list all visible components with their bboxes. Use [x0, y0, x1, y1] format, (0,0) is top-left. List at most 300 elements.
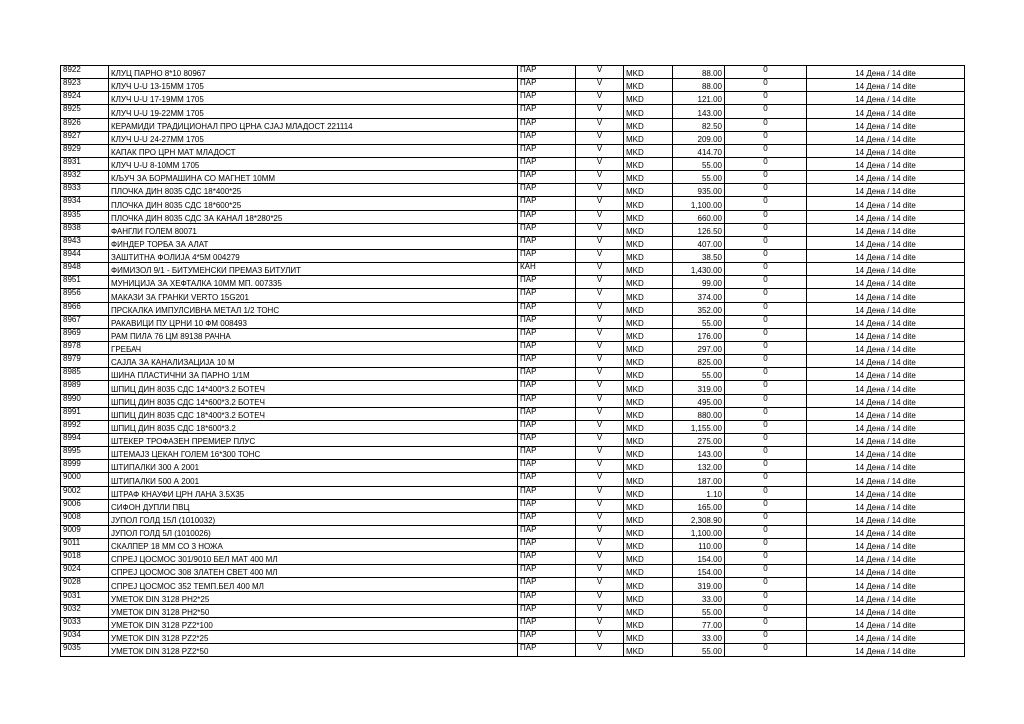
quantity-cell: 0 [725, 565, 807, 578]
currency-cell: MKD [624, 368, 673, 381]
unit-price-cell: 880.00 [673, 407, 725, 420]
quantity-cell: 0 [725, 236, 807, 249]
unit-of-measure-cell: ПАР [518, 341, 576, 354]
payment-term-cell: 14 Дена / 14 dite [807, 355, 965, 368]
item-name-cell: ПРСКАЛКА ИМПУЛСИВНА МЕТАЛ 1/2 ТОНС [109, 302, 518, 315]
unit-price-cell: 407.00 [673, 236, 725, 249]
item-code-cell: 9033 [61, 617, 109, 630]
unit-price-cell: 33.00 [673, 591, 725, 604]
item-code-cell: 9024 [61, 565, 109, 578]
quantity-cell: 0 [725, 512, 807, 525]
currency-cell: MKD [624, 157, 673, 170]
payment-term-cell: 14 Дена / 14 dite [807, 302, 965, 315]
payment-term-cell: 14 Дена / 14 dite [807, 197, 965, 210]
unit-of-measure-cell: ПАР [518, 236, 576, 249]
quantity-cell: 0 [725, 197, 807, 210]
currency-cell: MKD [624, 92, 673, 105]
unit-price-cell: 319.00 [673, 381, 725, 394]
item-code-cell: 8994 [61, 433, 109, 446]
currency-cell: MKD [624, 66, 673, 79]
currency-cell: MKD [624, 644, 673, 657]
currency-cell: MKD [624, 565, 673, 578]
currency-cell: MKD [624, 144, 673, 157]
vat-mark-cell: V [576, 407, 624, 420]
item-code-cell: 9034 [61, 631, 109, 644]
unit-of-measure-cell: ПАР [518, 447, 576, 460]
currency-cell: MKD [624, 197, 673, 210]
vat-mark-cell: V [576, 92, 624, 105]
item-name-cell: ШПИЦ ДИН 8035 СДС 14*600*3.2 БОТЕЧ [109, 394, 518, 407]
payment-term-cell: 14 Дена / 14 dite [807, 249, 965, 262]
payment-term-cell: 14 Дена / 14 dite [807, 157, 965, 170]
currency-cell: MKD [624, 617, 673, 630]
unit-of-measure-cell: ПАР [518, 328, 576, 341]
item-code-cell: 8966 [61, 302, 109, 315]
unit-price-cell: 55.00 [673, 604, 725, 617]
quantity-cell: 0 [725, 552, 807, 565]
payment-term-cell: 14 Дена / 14 dite [807, 539, 965, 552]
item-code-cell: 8989 [61, 381, 109, 394]
table-row [61, 355, 965, 368]
unit-price-cell: 209.00 [673, 131, 725, 144]
item-code-cell: 8931 [61, 157, 109, 170]
quantity-cell: 0 [725, 184, 807, 197]
item-name-cell: УМЕТОК DIN 3128 PZ2*100 [109, 617, 518, 630]
table-row [61, 223, 965, 236]
currency-cell: MKD [624, 171, 673, 184]
currency-cell: MKD [624, 328, 673, 341]
vat-mark-cell: V [576, 184, 624, 197]
currency-cell: MKD [624, 539, 673, 552]
item-code-cell: 8925 [61, 105, 109, 118]
item-name-cell: ЈУПОЛ ГОЛД 15Л (1010032) [109, 512, 518, 525]
item-code-cell: 8922 [61, 66, 109, 79]
table-row [61, 460, 965, 473]
item-name-cell: МАКАЗИ ЗА ГРАНКИ VERTO 15G201 [109, 289, 518, 302]
payment-term-cell: 14 Дена / 14 dite [807, 276, 965, 289]
currency-cell: MKD [624, 236, 673, 249]
currency-cell: MKD [624, 499, 673, 512]
quantity-cell: 0 [725, 368, 807, 381]
unit-of-measure-cell: ПАР [518, 92, 576, 105]
unit-price-cell: 495.00 [673, 394, 725, 407]
unit-price-cell: 88.00 [673, 79, 725, 92]
quantity-cell: 0 [725, 473, 807, 486]
unit-of-measure-cell: ПАР [518, 565, 576, 578]
quantity-cell: 0 [725, 525, 807, 538]
currency-cell: MKD [624, 276, 673, 289]
quantity-cell: 0 [725, 289, 807, 302]
item-code-cell: 8967 [61, 315, 109, 328]
quantity-cell: 0 [725, 315, 807, 328]
quantity-cell: 0 [725, 171, 807, 184]
quantity-cell: 0 [725, 617, 807, 630]
unit-of-measure-cell: ПАР [518, 486, 576, 499]
item-code-cell: 8943 [61, 236, 109, 249]
vat-mark-cell: V [576, 591, 624, 604]
item-name-cell: РАМ ПИЛА 76 ЦМ 89138 РАЧНА [109, 328, 518, 341]
quantity-cell: 0 [725, 105, 807, 118]
unit-of-measure-cell: ПАР [518, 420, 576, 433]
table-row [61, 184, 965, 197]
item-code-cell: 8924 [61, 92, 109, 105]
unit-price-cell: 660.00 [673, 210, 725, 223]
unit-of-measure-cell: КАН [518, 263, 576, 276]
quantity-cell: 0 [725, 131, 807, 144]
vat-mark-cell: V [576, 249, 624, 262]
item-name-cell: ШТЕМАЈЗ ЦЕКАН ГОЛЕМ 16*300 ТОНС [109, 447, 518, 460]
item-name-cell: ЗАШТИТНА ФОЛИЈА 4*5М 004279 [109, 249, 518, 262]
payment-term-cell: 14 Дена / 14 dite [807, 447, 965, 460]
unit-price-cell: 143.00 [673, 447, 725, 460]
table-row [61, 302, 965, 315]
table-row [61, 92, 965, 105]
payment-term-cell: 14 Дена / 14 dite [807, 341, 965, 354]
vat-mark-cell: V [576, 578, 624, 591]
item-name-cell: СПРЕЈ ЦОСМОС 352 ТЕМП.БЕЛ 400 МЛ [109, 578, 518, 591]
item-name-cell: ФИНДЕР ТОРБА ЗА АЛАТ [109, 236, 518, 249]
vat-mark-cell: V [576, 644, 624, 657]
table-row [61, 433, 965, 446]
table-row [61, 131, 965, 144]
unit-of-measure-cell: ПАР [518, 302, 576, 315]
vat-mark-cell: V [576, 131, 624, 144]
quantity-cell: 0 [725, 460, 807, 473]
item-name-cell: ШПИЦ ДИН 8035 СДС 14*400*3.2 БОТЕЧ [109, 381, 518, 394]
table-row [61, 66, 965, 79]
payment-term-cell: 14 Дена / 14 dite [807, 512, 965, 525]
unit-of-measure-cell: ПАР [518, 617, 576, 630]
payment-term-cell: 14 Дена / 14 dite [807, 66, 965, 79]
payment-term-cell: 14 Дена / 14 dite [807, 460, 965, 473]
table-row [61, 447, 965, 460]
payment-term-cell: 14 Дена / 14 dite [807, 407, 965, 420]
item-code-cell: 8933 [61, 184, 109, 197]
vat-mark-cell: V [576, 289, 624, 302]
currency-cell: MKD [624, 381, 673, 394]
unit-price-cell: 77.00 [673, 617, 725, 630]
item-code-cell: 8956 [61, 289, 109, 302]
unit-of-measure-cell: ПАР [518, 171, 576, 184]
item-code-cell: 9028 [61, 578, 109, 591]
currency-cell: MKD [624, 486, 673, 499]
payment-term-cell: 14 Дена / 14 dite [807, 644, 965, 657]
item-code-cell: 9031 [61, 591, 109, 604]
vat-mark-cell: V [576, 118, 624, 131]
unit-of-measure-cell: ПАР [518, 512, 576, 525]
payment-term-cell: 14 Дена / 14 dite [807, 604, 965, 617]
unit-price-cell: 275.00 [673, 433, 725, 446]
payment-term-cell: 14 Дена / 14 dite [807, 552, 965, 565]
quantity-cell: 0 [725, 66, 807, 79]
item-code-cell: 8951 [61, 276, 109, 289]
unit-price-cell: 1,100.00 [673, 197, 725, 210]
unit-price-cell: 55.00 [673, 315, 725, 328]
quantity-cell: 0 [725, 407, 807, 420]
item-name-cell: ШТРАФ КНАУФИ ЦРН ЛАНА 3.5Х35 [109, 486, 518, 499]
unit-price-cell: 1,155.00 [673, 420, 725, 433]
payment-term-cell: 14 Дена / 14 dite [807, 144, 965, 157]
table-row [61, 210, 965, 223]
currency-cell: MKD [624, 433, 673, 446]
item-name-cell: КЕРАМИДИ ТРАДИЦИОНАЛ ПРО ЦРНА СЈАЈ МЛАДОСТ 221114 [109, 118, 518, 131]
vat-mark-cell: V [576, 604, 624, 617]
quantity-cell: 0 [725, 447, 807, 460]
unit-price-cell: 55.00 [673, 644, 725, 657]
item-name-cell: УМЕТОК DIN 3128 PZ2*50 [109, 644, 518, 657]
unit-price-cell: 414.70 [673, 144, 725, 157]
vat-mark-cell: V [576, 473, 624, 486]
payment-term-cell: 14 Дена / 14 dite [807, 381, 965, 394]
currency-cell: MKD [624, 473, 673, 486]
payment-term-cell: 14 Дена / 14 dite [807, 263, 965, 276]
unit-price-cell: 55.00 [673, 368, 725, 381]
quantity-cell: 0 [725, 578, 807, 591]
payment-term-cell: 14 Дена / 14 dite [807, 565, 965, 578]
vat-mark-cell: V [576, 79, 624, 92]
unit-of-measure-cell: ПАР [518, 276, 576, 289]
currency-cell: MKD [624, 447, 673, 460]
table-row [61, 486, 965, 499]
table-row [61, 197, 965, 210]
unit-price-cell: 187.00 [673, 473, 725, 486]
vat-mark-cell: V [576, 486, 624, 499]
table-row [61, 236, 965, 249]
quantity-cell: 0 [725, 276, 807, 289]
unit-of-measure-cell: ПАР [518, 394, 576, 407]
item-code-cell: 8995 [61, 447, 109, 460]
unit-of-measure-cell: ПАР [518, 591, 576, 604]
table-row [61, 578, 965, 591]
item-name-cell: КЉУЧ ЗА БОРМАШИНА СО МАГНЕТ 10ММ [109, 171, 518, 184]
vat-mark-cell: V [576, 210, 624, 223]
unit-price-cell: 176.00 [673, 328, 725, 341]
item-name-cell: ШИНА ПЛАСТИЧНИ ЗА ПАРНО 1/1М [109, 368, 518, 381]
unit-price-cell: 33.00 [673, 631, 725, 644]
item-code-cell: 9032 [61, 604, 109, 617]
vat-mark-cell: V [576, 552, 624, 565]
payment-term-cell: 14 Дена / 14 dite [807, 131, 965, 144]
vat-mark-cell: V [576, 236, 624, 249]
table-row [61, 341, 965, 354]
table-row [61, 328, 965, 341]
currency-cell: MKD [624, 604, 673, 617]
item-name-cell: КЛУЧ U-U 8-10ММ 1705 [109, 157, 518, 170]
unit-price-cell: 352.00 [673, 302, 725, 315]
table-row [61, 631, 965, 644]
payment-term-cell: 14 Дена / 14 dite [807, 420, 965, 433]
currency-cell: MKD [624, 210, 673, 223]
currency-cell: MKD [624, 223, 673, 236]
payment-term-cell: 14 Дена / 14 dite [807, 92, 965, 105]
payment-term-cell: 14 Дена / 14 dite [807, 210, 965, 223]
item-code-cell: 9018 [61, 552, 109, 565]
quantity-cell: 0 [725, 433, 807, 446]
table-row [61, 289, 965, 302]
unit-of-measure-cell: ПАР [518, 197, 576, 210]
payment-term-cell: 14 Дена / 14 dite [807, 433, 965, 446]
table-row [61, 499, 965, 512]
currency-cell: MKD [624, 289, 673, 302]
item-name-cell: ШТЕКЕР ТРОФАЗЕН ПРЕМИЕР ПЛУС [109, 433, 518, 446]
item-code-cell: 8978 [61, 341, 109, 354]
quantity-cell: 0 [725, 499, 807, 512]
item-code-cell: 8999 [61, 460, 109, 473]
currency-cell: MKD [624, 355, 673, 368]
unit-of-measure-cell: ПАР [518, 355, 576, 368]
unit-price-cell: 132.00 [673, 460, 725, 473]
quantity-cell: 0 [725, 118, 807, 131]
quantity-cell: 0 [725, 157, 807, 170]
unit-price-cell: 99.00 [673, 276, 725, 289]
unit-of-measure-cell: ПАР [518, 631, 576, 644]
payment-term-cell: 14 Дена / 14 dite [807, 631, 965, 644]
item-code-cell: 8991 [61, 407, 109, 420]
item-name-cell: СПРЕЈ ЦОСМОС 308 ЗЛАТЕН СВЕТ 400 МЛ [109, 565, 518, 578]
table-row [61, 144, 965, 157]
vat-mark-cell: V [576, 276, 624, 289]
table-row [61, 381, 965, 394]
table-row [61, 79, 965, 92]
item-code-cell: 8923 [61, 79, 109, 92]
item-code-cell: 8927 [61, 131, 109, 144]
table-body [61, 66, 965, 657]
vat-mark-cell: V [576, 341, 624, 354]
item-name-cell: СИФОН ДУПЛИ ПВЦ [109, 499, 518, 512]
item-name-cell: ЈУПОЛ ГОЛД 5Л (1010026) [109, 525, 518, 538]
item-code-cell: 9002 [61, 486, 109, 499]
unit-price-cell: 82.50 [673, 118, 725, 131]
table-row [61, 118, 965, 131]
unit-of-measure-cell: ПАР [518, 539, 576, 552]
table-row [61, 512, 965, 525]
unit-of-measure-cell: ПАР [518, 223, 576, 236]
vat-mark-cell: V [576, 171, 624, 184]
table-row [61, 105, 965, 118]
unit-price-cell: 165.00 [673, 499, 725, 512]
unit-of-measure-cell: ПАР [518, 460, 576, 473]
currency-cell: MKD [624, 591, 673, 604]
unit-price-cell: 121.00 [673, 92, 725, 105]
item-name-cell: ГРЕБАЧ [109, 341, 518, 354]
quantity-cell: 0 [725, 355, 807, 368]
currency-cell: MKD [624, 79, 673, 92]
table-row [61, 420, 965, 433]
currency-cell: MKD [624, 552, 673, 565]
vat-mark-cell: V [576, 539, 624, 552]
currency-cell: MKD [624, 105, 673, 118]
quantity-cell: 0 [725, 144, 807, 157]
item-name-cell: РАКАВИЦИ ПУ ЦРНИ 10 ФМ 008493 [109, 315, 518, 328]
unit-of-measure-cell: ПАР [518, 144, 576, 157]
currency-cell: MKD [624, 341, 673, 354]
item-name-cell: ФИМИЗОЛ 9/1 - БИТУМЕНСКИ ПРЕМАЗ БИТУЛИТ [109, 263, 518, 276]
table-row [61, 565, 965, 578]
quantity-cell: 0 [725, 486, 807, 499]
currency-cell: MKD [624, 525, 673, 538]
item-name-cell: КЛУЧ U-U 19-22ММ 1705 [109, 105, 518, 118]
vat-mark-cell: V [576, 157, 624, 170]
item-code-cell: 8990 [61, 394, 109, 407]
unit-of-measure-cell: ПАР [518, 66, 576, 79]
unit-of-measure-cell: ПАР [518, 184, 576, 197]
item-name-cell: ШПИЦ ДИН 8035 СДС 18*400*3.2 БОТЕЧ [109, 407, 518, 420]
payment-term-cell: 14 Дена / 14 dite [807, 525, 965, 538]
payment-term-cell: 14 Дена / 14 dite [807, 236, 965, 249]
vat-mark-cell: V [576, 447, 624, 460]
quantity-cell: 0 [725, 394, 807, 407]
vat-mark-cell: V [576, 263, 624, 276]
quantity-cell: 0 [725, 328, 807, 341]
item-name-cell: КЛУЧ U-U 13-15ММ 1705 [109, 79, 518, 92]
quantity-cell: 0 [725, 591, 807, 604]
quantity-cell: 0 [725, 79, 807, 92]
unit-of-measure-cell: ПАР [518, 578, 576, 591]
unit-of-measure-cell: ПАР [518, 499, 576, 512]
vat-mark-cell: V [576, 394, 624, 407]
item-name-cell: ПЛОЧКА ДИН 8035 СДС ЗА КАНАЛ 18*280*25 [109, 210, 518, 223]
payment-term-cell: 14 Дена / 14 dite [807, 184, 965, 197]
table-row [61, 171, 965, 184]
item-name-cell: ПЛОЧКА ДИН 8035 СДС 18*600*25 [109, 197, 518, 210]
currency-cell: MKD [624, 263, 673, 276]
payment-term-cell: 14 Дена / 14 dite [807, 617, 965, 630]
unit-price-cell: 1,430.00 [673, 263, 725, 276]
table-row [61, 604, 965, 617]
vat-mark-cell: V [576, 315, 624, 328]
unit-of-measure-cell: ПАР [518, 118, 576, 131]
payment-term-cell: 14 Дена / 14 dite [807, 499, 965, 512]
currency-cell: MKD [624, 460, 673, 473]
currency-cell: MKD [624, 407, 673, 420]
item-code-cell: 9008 [61, 512, 109, 525]
unit-of-measure-cell: ПАР [518, 105, 576, 118]
currency-cell: MKD [624, 302, 673, 315]
unit-price-cell: 1.10 [673, 486, 725, 499]
item-name-cell: КЛУЦ ПАРНО 8*10 80967 [109, 66, 518, 79]
vat-mark-cell: V [576, 525, 624, 538]
unit-of-measure-cell: ПАР [518, 552, 576, 565]
payment-term-cell: 14 Дена / 14 dite [807, 591, 965, 604]
unit-of-measure-cell: ПАР [518, 249, 576, 262]
item-code-cell: 8969 [61, 328, 109, 341]
item-name-cell: КЛУЧ U-U 17-19ММ 1705 [109, 92, 518, 105]
vat-mark-cell: V [576, 368, 624, 381]
currency-cell: MKD [624, 420, 673, 433]
quantity-cell: 0 [725, 249, 807, 262]
item-name-cell: МУНИЦИЈА ЗА ХЕФТАЛКА 10ММ МП. 007335 [109, 276, 518, 289]
vat-mark-cell: V [576, 433, 624, 446]
quantity-cell: 0 [725, 539, 807, 552]
table-row [61, 539, 965, 552]
unit-of-measure-cell: ПАР [518, 381, 576, 394]
currency-cell: MKD [624, 578, 673, 591]
table-row [61, 249, 965, 262]
quantity-cell: 0 [725, 263, 807, 276]
item-code-cell: 8932 [61, 171, 109, 184]
unit-of-measure-cell: ПАР [518, 131, 576, 144]
vat-mark-cell: V [576, 144, 624, 157]
vat-mark-cell: V [576, 617, 624, 630]
item-name-cell: КАПАК ПРО ЦРН МАТ МЛАДОСТ [109, 144, 518, 157]
payment-term-cell: 14 Дена / 14 dite [807, 289, 965, 302]
item-name-cell: ФАНГЛИ ГОЛЕМ 80071 [109, 223, 518, 236]
unit-price-cell: 297.00 [673, 341, 725, 354]
payment-term-cell: 14 Дена / 14 dite [807, 79, 965, 92]
quantity-cell: 0 [725, 92, 807, 105]
currency-cell: MKD [624, 249, 673, 262]
item-code-cell: 8985 [61, 368, 109, 381]
